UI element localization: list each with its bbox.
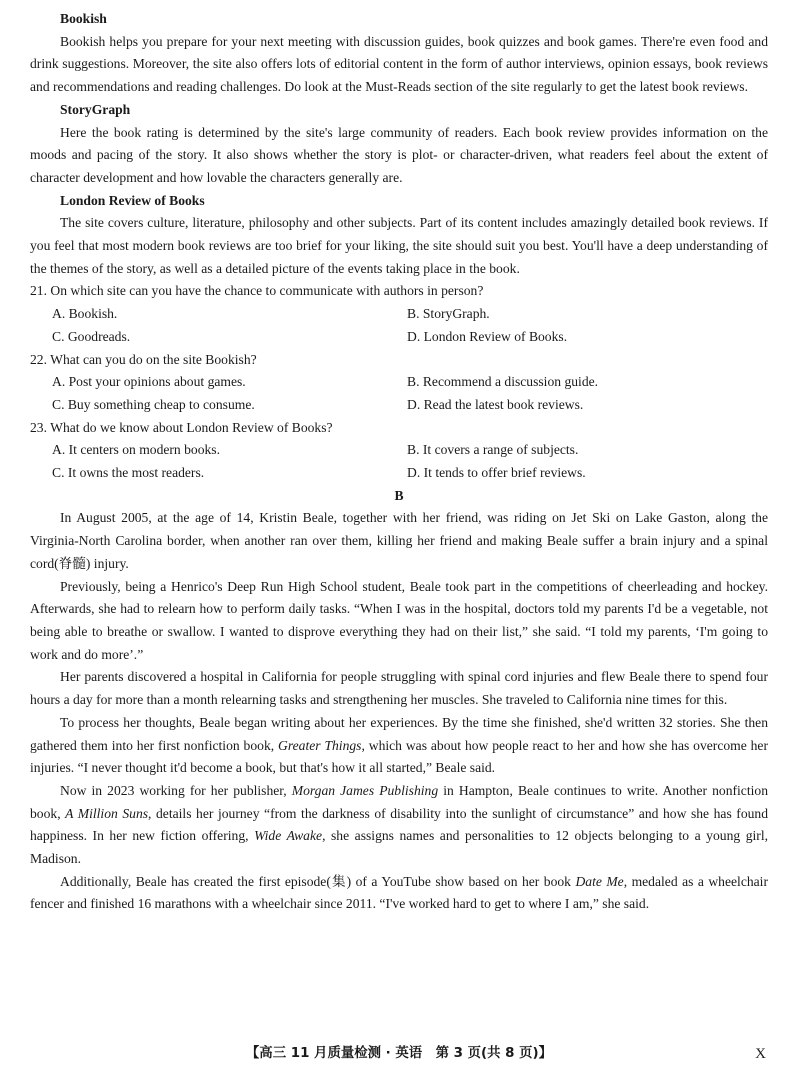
book-title: A Million Suns <box>65 805 149 821</box>
book-title: Date Me <box>575 873 624 889</box>
question-stem: 23. What do we know about London Review of Books? <box>30 419 333 435</box>
option-d: D. Read the latest book reviews. <box>407 396 584 412</box>
option-d: D. It tends to offer brief reviews. <box>407 465 586 481</box>
passage-paragraph-4: To process her thoughts, Beale began writing about her experiences. By the time she finished, she'd written 32 stories. She then gathered them into her first nonfiction book, Greater Things, which was about how people react to her and how she has overcome her injuries. “I never thought it'd become a book, but that's how it all started,” Beale said. <box>30 714 768 776</box>
footer-text: 【高三 11 月质量检测 · 英语 第 3 页(共 8 页)】 <box>245 1046 553 1061</box>
passage-paragraph-1: In August 2005, at the age of 14, Kristin Beale, together with her friend, was riding on Jet Ski on Lake Gaston, along the Virginia-North Carolina border, when another ran over them, killing her friend and making Beale suffer a brain injury and a spinal cord(脊髓) injury. <box>30 510 768 571</box>
site-text-storygraph: Here the book rating is determined by the site's large community of readers. Each book review provides information on the moods and pacing of the story. It also shows whether the story is plot- or character-driven, what readers feel about the extent of character development and how lovable the characters generally are. <box>30 124 768 185</box>
exam-page <box>30 8 768 916</box>
option-b: B. It covers a range of subjects. <box>407 442 579 458</box>
question-21 <box>30 280 768 348</box>
option-d: D. London Review of Books. <box>407 328 568 344</box>
site-heading-london-review: London Review of Books <box>60 192 205 208</box>
book-title: Greater Things <box>278 737 362 753</box>
option-c: C. Buy something cheap to consume. <box>52 396 255 412</box>
passage-paragraph-5: Now in 2023 working for her publisher, Morgan James Publishing in Hampton, Beale continues to write. Another nonfiction book, A Million Suns, details her journey “from the darkness of disability into the sunlight of circumstance” and how she has found happiness. In her new fiction offering, Wide Awake, she assigns names and personalities to 12 objects belonging to a young girl, Madison. <box>30 782 769 867</box>
option-a: A. It centers on modern books. <box>52 442 220 458</box>
section-label: B <box>394 487 404 503</box>
option-c: C. Goodreads. <box>52 328 131 344</box>
question-23 <box>30 417 768 485</box>
option-a: A. Post your opinions about games. <box>52 374 246 390</box>
question-22 <box>30 349 768 417</box>
option-c: C. It owns the most readers. <box>52 465 205 481</box>
site-text-london-review: The site covers culture, literature, philosophy and other subjects. Part of its content includes amazingly detailed book reviews. If you feel that most modern book reviews are too brief for your liking, the site should suit you best. You'll have a deep understanding of the themes of the story, as well as a detailed picture of the events taking place in the book. <box>30 215 768 276</box>
passage-paragraph-2: Previously, being a Henrico's Deep Run High School student, Beale took part in the competitions of cheerleading and hockey. Afterwards, she had to relearn how to perform daily tasks. “When I was in the hospital, doctors told my parents I'd be a vegetable, not being able to breathe or swallow. I wanted to disprove everything they had on their list,” she said. “I told my parents, ‘I'm going to work and do more’.” <box>30 578 768 662</box>
publisher-name: Morgan James Publishing <box>291 782 439 798</box>
book-title: Wide Awake <box>254 828 323 844</box>
passage-paragraph-3: Her parents discovered a hospital in California for people struggling with spinal cord injuries and flew Beale there to spend four hours a day for more than a month relearning tasks and strengthening her muscles. She traveled to California nine times for this. <box>30 669 768 708</box>
passage-paragraph-6: Additionally, Beale has created the first episode(集) of a YouTube show based on her book Date Me, medaled as a wheelchair fencer and finished 16 marathons with a wheelchair since 2011. “I've worked hard to get to where I am,” she said. <box>30 873 768 912</box>
option-b: B. Recommend a discussion guide. <box>407 374 599 390</box>
question-stem: 21. On which site can you have the chance to communicate with authors in person? <box>30 283 484 299</box>
question-stem: 22. What can you do on the site Bookish? <box>30 351 257 367</box>
site-heading-bookish: Bookish <box>60 11 107 26</box>
footer-mark: X <box>755 1046 766 1062</box>
site-text-bookish: Bookish helps you prepare for your next meeting with discussion guides, book quizzes and book games. There're even food and drink suggestions. Moreover, the site also offers lots of editorial content in the form of author interviews, opinion essays, book reviews and recommendations and reading challenges. Do look at the Must-Reads section of the site regularly to get the latest book reviews. <box>30 33 768 95</box>
page-footer <box>30 1043 768 1066</box>
option-b: B. StoryGraph. <box>407 306 490 322</box>
option-a: A. Bookish. <box>52 306 118 322</box>
site-heading-storygraph: StoryGraph <box>60 101 131 117</box>
